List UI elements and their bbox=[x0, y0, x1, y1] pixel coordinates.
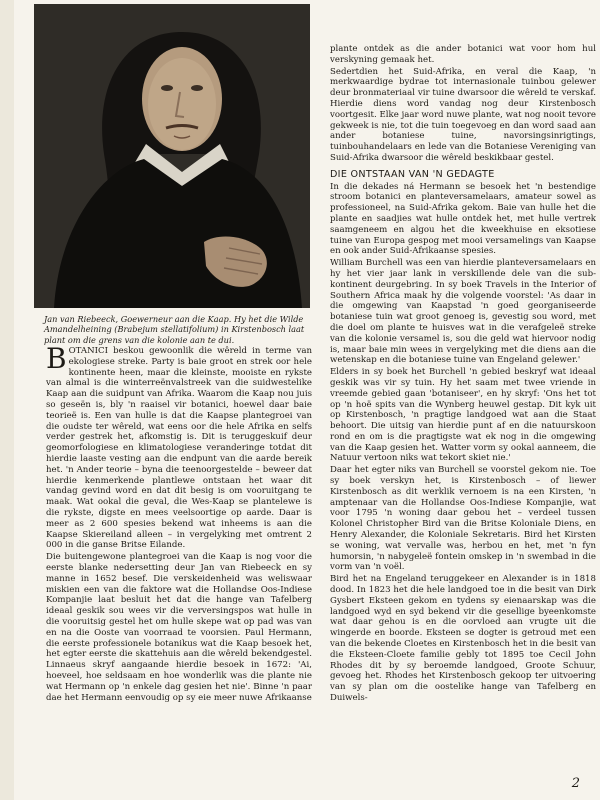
right-paragraph: Elders in sy boek het Burchell 'n gebied beskryf wat ideaal geskik was vir sy tuin. Hy het saam met twee vriende in vreemde gebied gaan 'botaniseer', en hy skryf: 'Ons het tot op 'n hoë spits van die Wynberg heuwel gestap. Dit kyk uit op Kirstenbosch, 'n pragtige landgoed wat aan die Staat behoort. Die uitsig van hierdie punt af en die natuurskoon rond en om is die pragtigste wat ek nog in die omgewing van die Kaap gesien het. Watter vorm sy ookal aanneem, die Natuur vertoon niks wat tekort skiet nie.' bbox=[330, 367, 596, 464]
right-intro-paragraph: Sedertdien het Suid-Afrika, en veral die Kaap, 'n merkwaardige bydrae tot internasionale tuinbou gelewer deur bronmateriaal vir tuine dwarsoor die wêreld te verskaf. Hierdie diens word vandag nog deur Kirstenbosch voortgesit. Elke jaar word nuwe plante, wat nog nooit tevore gekweek is nie, tot die tuin toegevoeg en dan word saad aan ander botaniese tuine, navorsingsinrigtings, tuinbouhandelaars en lede van die Botaniese Vereniging van Suid-Afrika dwarsoor die wêreld beskikbaar gestel. bbox=[330, 66, 596, 163]
right-paragraph: William Burchell was een van hierdie planteversamelaars en hy het vier jaar lank in verskillende dele van die sub-kontinent deurgebring. In sy boek Travels in the Interior of Southern Africa maak hy die volgende voorstel: 'As daar in die omgewing van Kaapstad 'n goed georganiseerde botaniese tuin wat groot genoeg is, gevestig sou word, met die doel om plante te huisves wat in die verafgeleë streke van die kolonie versamel is, sou die geld wat hiervoor nodig is, maar baie min wees in vergelyking met die diens aan die wetenskap en die botaniese tuine van Engeland gelewer.' bbox=[330, 258, 596, 366]
drop-cap: B bbox=[46, 342, 67, 375]
page-number: 2 bbox=[571, 776, 580, 791]
portrait-illustration bbox=[34, 4, 310, 308]
figure-caption: Jan van Riebeeck, Goewerneur aan die Kaap. Hy het die Wilde Amandelheining (Brabejum stellatifolium) in Kirstenbosch laat plant om die grens van die kolonie aan te dui. bbox=[44, 314, 305, 345]
left-paragraph bbox=[46, 342, 312, 551]
page-edge-shadow bbox=[0, 0, 14, 800]
right-paragraph: Bird het na Engeland teruggekeer en Alexander is in 1818 dood. In 1823 het die hele landgoed toe in die besit van Dirk Gysbert Eksteen gekom en tydens sy eienaarskap was die landgoed wyd en syd bekend vir die gesellige byeenkomste wat daar gehou is en die oorvloed aan vrugte uit die wingerde en boorde. Eksteen se dogter is getroud met een van die bekende Cloetes en Kirstenbosch het in die besit van die Eksteen-Cloete familie gebly tot 1895 toe Cecil John Rhodes dit by sy beroemde landgoed, Groote Schuur, gevoeg het. Rhodes het Kirstenbosch gekoop ter uitvoering van sy plan om die oostelike hange van Tafelberg en Duiwels- bbox=[330, 574, 596, 704]
section-heading: DIE ONTSTAAN VAN 'N GEDAGTE bbox=[330, 168, 495, 180]
right-intro-paragraph: plante ontdek as die ander botanici wat voor hom hul verskyning gemaak het. bbox=[330, 44, 596, 65]
right-paragraph: In die dekades ná Hermann se besoek het 'n bestendige stroom botanici en planteversamelaars, amateur sowel as professioneel, na Suid-Afrika gekom. Baie van hulle het die plante en saadjies wat hulle ontdek het, met hulle vertrek saamgeneem en algou het die kweekhuise en eksotiese tuine van Europa gespog met mooi versamelings van Kaapse en ook ander Suid-Afrikaanse spesies. bbox=[330, 181, 596, 257]
left-paragraph-text: OTANICI beskou gewoonlik die wêreld in terme van ekologiese streke. Party is baie groot en strek oor hele kontinente heen, maar die kleinste, mooiste en rykste van almal is die winterreënvalstreek van die suidwestelike Kaap aan die suidpunt van Afrika. Waarom die Kaap nou juis so geseën is, bly 'n raaisel vir botanici, hoewel daar baie teorieë is. Een van hulle is dat die Kaapse plantegroei van die oudste ter wêreld, wat eens oor die hele Afrika en selfs verder gestrek het, afkomstig is. Dit is teruggeskuif deur geomorfologiese en klimatologiese veranderinge totdat dit hierdie laaste vesting aan die endpunt van die aarde bereik het. 'n Ander teorie – byna die teenoorgestelde – beweer dat hierdie kenmerkende plantlewe ontstaan het waar dit vandag gevind word en dat dit besig is om vooruitgang te maak. Wat ookal die geval, die Wes-Kaap se plantelewe is die rykste, digste en mees veelsoortige op aarde. Daar is meer as 2 600 spesies bekend wat inheems is aan die Kaapse Skiereiland alleen – in vergelyking met omtrent 2 000 in die ganse Britse Eilande. bbox=[46, 346, 312, 551]
left-column bbox=[46, 342, 312, 704]
left-paragraph: Die buitengewone plantegroei van die Kaap is nog voor die eerste blanke nedersetting deur Jan van Riebeeck en sy manne in 1652 besef. Die verskeidenheid was weliswaar miskien een van die faktore wat die Hollandse Oos-Indiese Kompanjie laat besluit het dat die hange van Tafelberg ideaal geskik sou wees vir die verversingspos wat hulle in die vooruitsig gestel het om hulle skepe wat op pad was van en na die Ooste van voorraad te voorsien. Paul Hermann, die eerste professionele botanikus wat die Kaap besoek het, het egter eerste die skattehuis aan die wêreld bekendgestel. Linnaeus skryf aangaande hierdie besoek in 1672: 'Ai, hoeveel, hoe seldsaam en hoe wonderlik was die plante nie wat Hermann op 'n enkele dag gesien het nie'. Binne 'n paar dae het Hermann eenvoudig op sy eie meer nuwe Afrikaanse bbox=[46, 552, 312, 703]
portrait-photo bbox=[34, 4, 310, 308]
right-paragraph: Daar het egter niks van Burchell se voorstel gekom nie. Toe sy boek verskyn het, is Kirstenbosch – of liewer Kirstenbosch as dit werklik vernoem is na een Kirsten, 'n amptenaar van die Hollandse Oos-Indiese Kompanjie, wat voor 1795 'n woning daar gebou het – verdeel tussen Kolonel Christopher Bird van die Britse Koloniale Diens, en Henry Alexander, die Koloniale Sekretaris. Bird het Kirsten se woning, wat vervalle was, herbou en het, met 'n fyn humorsin, 'n nabygeleë fontein omskep in 'n swembad in die vorm van 'n voël. bbox=[330, 465, 596, 573]
right-column bbox=[330, 44, 596, 705]
